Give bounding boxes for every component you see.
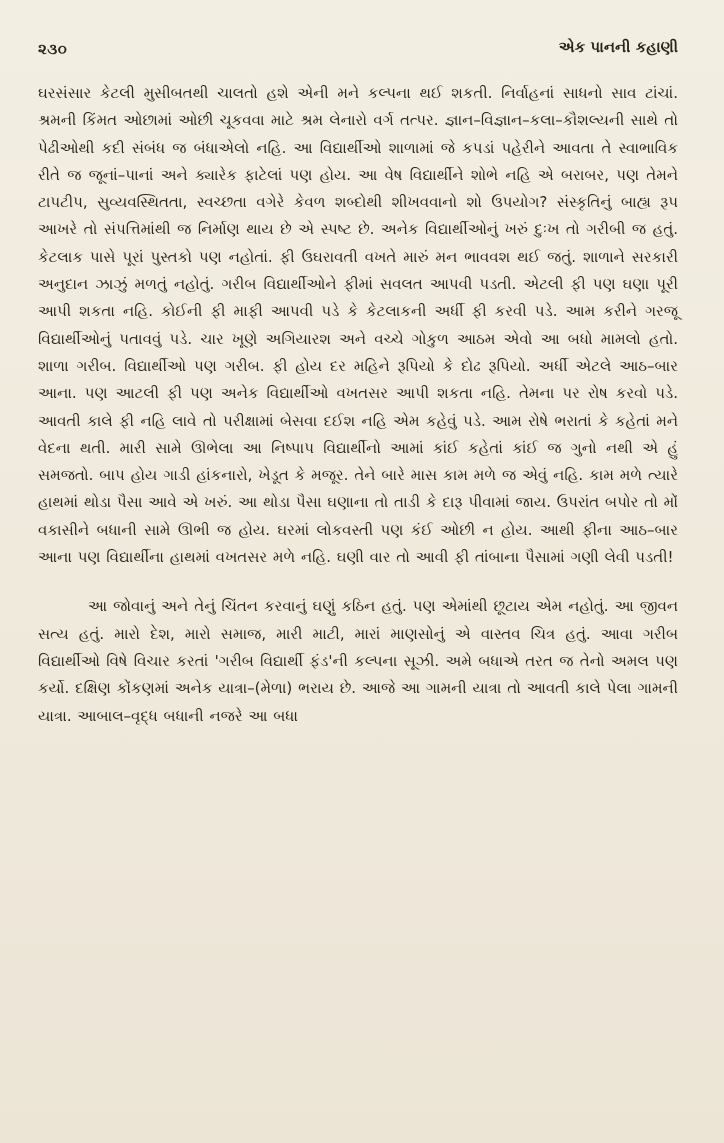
paragraph-2: આ જોવાનું અને તેનું ચિંતન કરવાનું ઘણું કઠિન હતું. પણ એમાંથી છૂટાય એમ નહોતું. આ જીવન સત્ય હતું. મારો દેશ, મારો સમાજ, મારી માટી, મારાં માણસોનું એ વાસ્તવ ચિત્ર હતું. આવા ગરીબ વિદ્યાર્થીઓ વિષે વિચાર કરતાં 'ગરીબ વિદ્યાર્થી ફંડ'ની કલ્પના સૂઝી. અમે બધાએ તરત જ તેનો અમલ પણ કર્યો. દક્ષિણ કોંકણમાં અનેક યાત્રા–(મેળા) ભરાય છે. આજે આ ગામની યાત્રા તો આવતી કાલે પેલા ગામની યાત્રા. આબાલ–વૃદ્ધ બધાની નજરે આ બધા (38, 597, 678, 725)
body-text (38, 80, 678, 730)
paragraph-1: ઘરસંસાર કેટલી મુસીબતથી ચાલતો હશે એની મને કલ્પના થઈ શકતી. નિર્વાહનાં સાધનો સાવ ટાંચાં. શ્રમની કિંમત ઓછામાં ઓછી ચૂકવવા માટે શ્રમ લેનારો વર્ગ તત્પર. જ્ઞાન–વિજ્ઞાન–કલા–કૌશલ્યની સાથે તો પેઢીઓથી કદી સંબંધ જ બંધાએલો નહિ. આ વિદ્યાર્થીઓ શાળામાં જે કપડાં પહેરીને આવતા તે સ્વાભાવિક રીતે જ જૂનાં–પાનાં અને ક્યારેક ફાટેલાં પણ હોય. આ વેષ વિદ્યાર્થીને શોભે નહિ એ બરાબર, પણ તેમને ટાપટીપ, સુવ્યવસ્થિતતા, સ્વચ્છતા વગેરે કેવળ શબ્દોથી શીખવવાનો શો ઉપયોગ? સંસ્કૃતિનું બાહ્ય રૂપ આખરે તો સંપત્તિમાંથી જ નિર્માણ થાય છે એ સ્પષ્ટ છે. અનેક વિદ્યાર્થીઓનું ખરું દુઃખ તો ગરીબી જ હતું. કેટલાક પાસે પૂરાં પુસ્તકો પણ નહોતાં. ફી ઉઘરાવતી વખતે મારું મન ભાવવશ થઈ જતું. શાળાને સરકારી અનુદાન ઝાઝું મળતું નહોતું. ગરીબ વિદ્યાર્થીઓને ફીમાં સવલત આપવી પડતી. એટલી ફી પણ ઘણા પૂરી આપી શકતા નહિ. કોઈની ફી માફી આપવી પડે કે કેટલાકની અર્ધી ફી કરવી પડે. આમ કરીને ગરજૂ વિદ્યાર્થીઓનું પતાવવું પડે. ચાર ખૂણે અગિયારશ અને વચ્ચે ગોકુળ આઠમ એવો આ બધો મામલો હતો. શાળા ગરીબ. વિદ્યાર્થીઓ પણ ગરીબ. ફી હોય દર મહિને રૂપિયો કે દોઢ રૂપિયો. અર્ધી એટલે આઠ–બાર આના. પણ આટલી ફી પણ અનેક વિદ્યાર્થીઓ વખતસર આપી શકતા નહિ. તેમના પર રોષ કરવો પડે. આવતી કાલે ફી નહિ લાવે તો પરીક્ષામાં બેસવા દઈશ નહિ એમ કહેવું પડે. આમ રોષે ભરાતાં કે કહેતાં મને વેદના થતી. મારી સામે ઊભેલા આ નિષ્પાપ વિદ્યાર્થીનો આમાં કાંઈ કહેતાં કાંઈ જ ગુનો નથી એ હું સમજતો. બાપ હોય ગાડી હાંકનારો, ખેડૂત કે મજૂર. તેને બારે માસ કામ મળે જ એવું નહિ. કામ મળે ત્યારે હાથમાં થોડા પૈસા આવે એ ખરું. આ થોડા પૈસા ઘણાના તો તાડી કે દારૂ પીવામાં જાય. ઉપરાંત બપોર તો મોં વકાસીને બધાની સામે ઊભી જ હોય. ઘરમાં લોકવસ્તી પણ કંઈ ઓછી ન હોય. આથી ફીના આઠ–બાર આના પણ વિદ્યાર્થીના હાથમાં વખતસર મળે નહિ. ઘણી વાર તો આવી ફી તાંબાના પૈસામાં ગણી લેવી પડતી! (38, 84, 678, 567)
running-title: એક પાનની કહાણી (558, 38, 678, 56)
page-header (38, 36, 678, 66)
page-number: ૨૩૦ (38, 40, 68, 58)
